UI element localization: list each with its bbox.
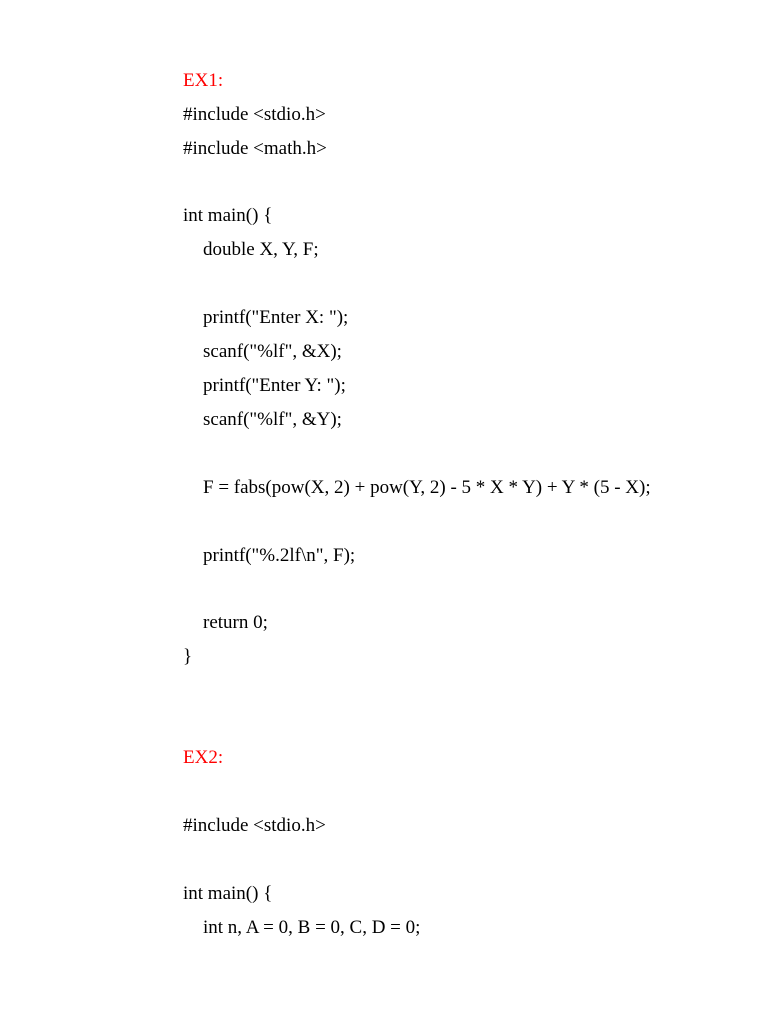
ex1-code-line-main: int main() { (183, 205, 273, 226)
ex1-code-line-include-math: #include <math.h> (183, 138, 327, 159)
ex1-code-line-declare: double X, Y, F; (203, 239, 319, 260)
ex1-code-line-include-stdio: #include <stdio.h> (183, 104, 326, 125)
ex1-code-line-printf-result: printf("%.2lf\n", F); (203, 545, 356, 566)
ex1-code-line-scanf-y: scanf("%lf", &Y); (203, 409, 342, 430)
ex1-code-line-return: return 0; (203, 612, 268, 633)
ex1-code-line-scanf-x: scanf("%lf", &X); (203, 341, 342, 362)
ex2-code-line-declare: int n, A = 0, B = 0, C, D = 0; (203, 917, 421, 938)
ex2-code-line-main: int main() { (183, 883, 273, 904)
ex1-code-line-close-brace: } (183, 646, 193, 667)
ex2-heading: EX2: (183, 747, 224, 768)
ex1-code-line-formula: F = fabs(pow(X, 2) + pow(Y, 2) - 5 * X * Y) + Y * (5 - X); (203, 477, 651, 498)
ex1-code-line-printf-x: printf("Enter X: "); (203, 307, 349, 328)
ex1-heading: EX1: (183, 70, 224, 91)
ex2-code-line-include-stdio: #include <stdio.h> (183, 815, 326, 836)
ex1-code-line-printf-y: printf("Enter Y: "); (203, 375, 346, 396)
